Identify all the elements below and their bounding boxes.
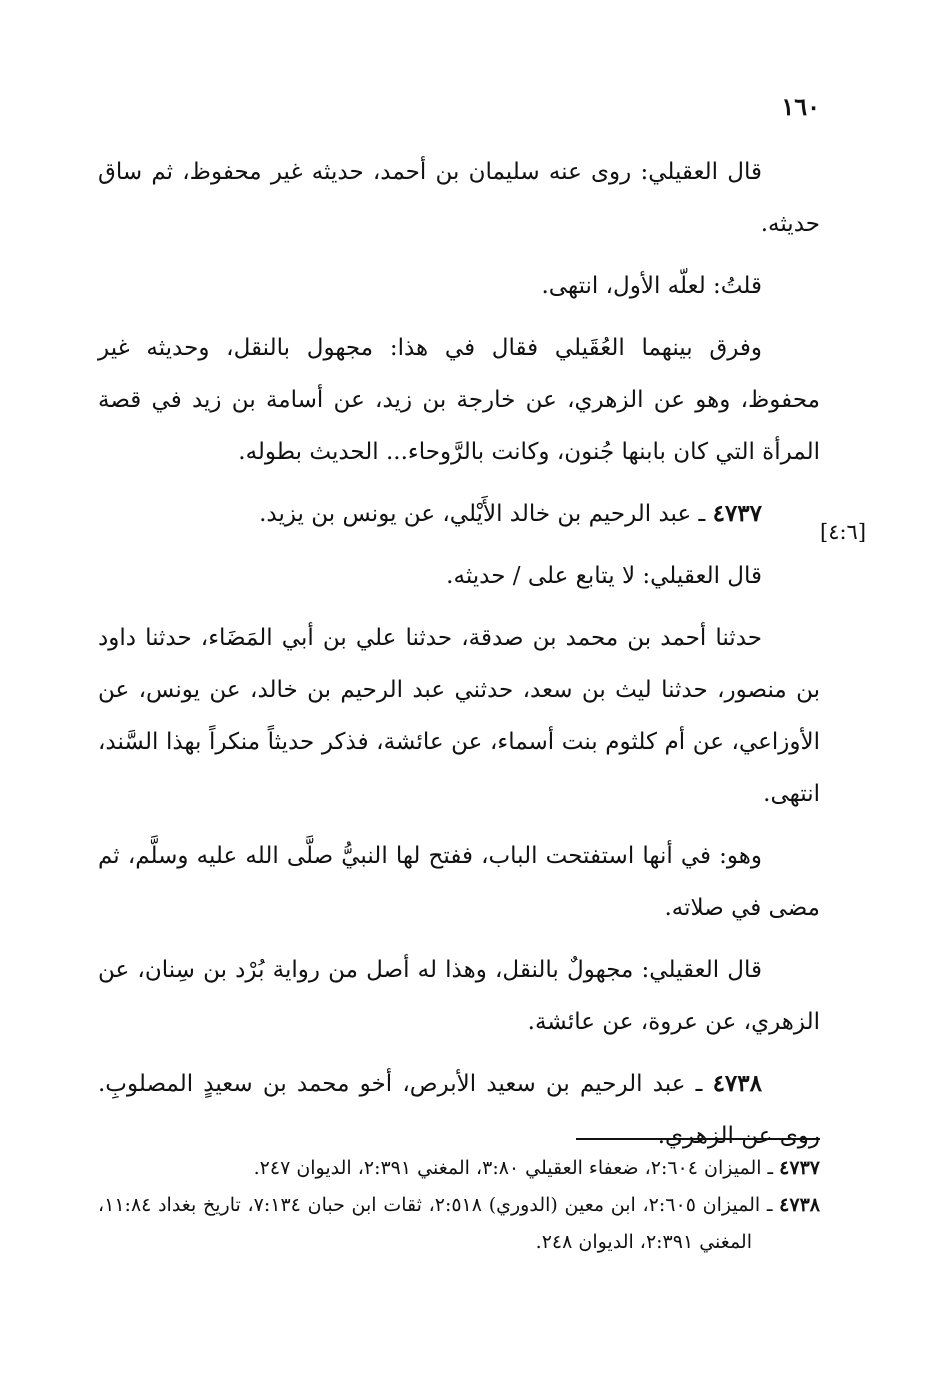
paragraph: وهو: في أنها استفتحت الباب، ففتح لها النبيُّ صلَّى الله عليه وسلَّم، ثم مضى في صلاته.: [98, 843, 820, 921]
paragraph: قال العقيلي: لا يتابع على / حديثه.: [446, 563, 762, 589]
main-text: [98, 146, 820, 1172]
entry-number: ٤٧٣٧: [712, 500, 762, 527]
paragraph: وفرق بينهما العُقَيلي فقال في هذا: مجهول بالنقل، وحديثه غير محفوظ، وهو عن الزهري، عن خارجة بن زيد، عن أسامة بن زيد في قصة المرأة التي كان بابنها جُنون، وكانت بالرَّوحاء... الحديث بطوله.: [98, 335, 820, 465]
paragraph: قلتُ: لعلّه الأول، انتهى.: [541, 273, 762, 299]
footnote-text: ـ الميزان ٢:٦٠٤، ضعفاء العقيلي ٣:٨٠، المغني ٢:٣٩١، الديوان ٢٤٧.: [253, 1157, 774, 1179]
entry-text: ـ عبد الرحيم بن سعيد الأبرص، أخو محمد بن سعيدٍ المصلوبِ. روى عن الزهري.: [98, 1071, 820, 1149]
paragraph: قال العقيلي: مجهولٌ بالنقل، وهذا له أصل من رواية بُرْد بن سِنان، عن الزهري، عن عروة، عن عائشة.: [98, 957, 820, 1035]
entry-4737: [98, 488, 820, 540]
footnotes: [98, 1150, 820, 1261]
margin-reference: [٤:٦]: [820, 520, 867, 544]
footnote: [98, 1187, 820, 1261]
page-number: ١٦٠: [781, 92, 820, 121]
footnote-number: ٤٧٣٧: [779, 1157, 820, 1179]
footnote-number: ٤٧٣٨: [779, 1194, 820, 1216]
entry-number: ٤٧٣٨: [712, 1070, 762, 1097]
entry-text: ـ عبد الرحيم بن خالد الأَيْلي، عن يونس بن يزيد.: [259, 501, 706, 527]
footnote-divider: [576, 1138, 820, 1140]
footnote-text: ـ الميزان ٢:٦٠٥، ابن معين (الدوري) ٢:٥١٨، ثقات ابن حبان ٧:١٣٤، تاريخ بغداد ١١:٨٤، المغني ٢:٣٩١، الديوان ٢٤٨.: [98, 1194, 773, 1253]
entry-4738: [98, 1058, 820, 1162]
paragraph: قال العقيلي: روى عنه سليمان بن أحمد، حديثه غير محفوظ، ثم ساق حديثه.: [98, 159, 820, 237]
footnote: [98, 1150, 820, 1187]
paragraph: حدثنا أحمد بن محمد بن صدقة، حدثنا علي بن أبي المَضَاء، حدثنا داود بن منصور، حدثنا ليث بن سعد، حدثني عبد الرحيم بن خالد، عن يونس، عن الأوزاعي، عن أم كلثوم بنت أسماء، عن عائشة، فذكر حديثاً منكراً بهذا السَّند، انتهى.: [98, 625, 820, 807]
